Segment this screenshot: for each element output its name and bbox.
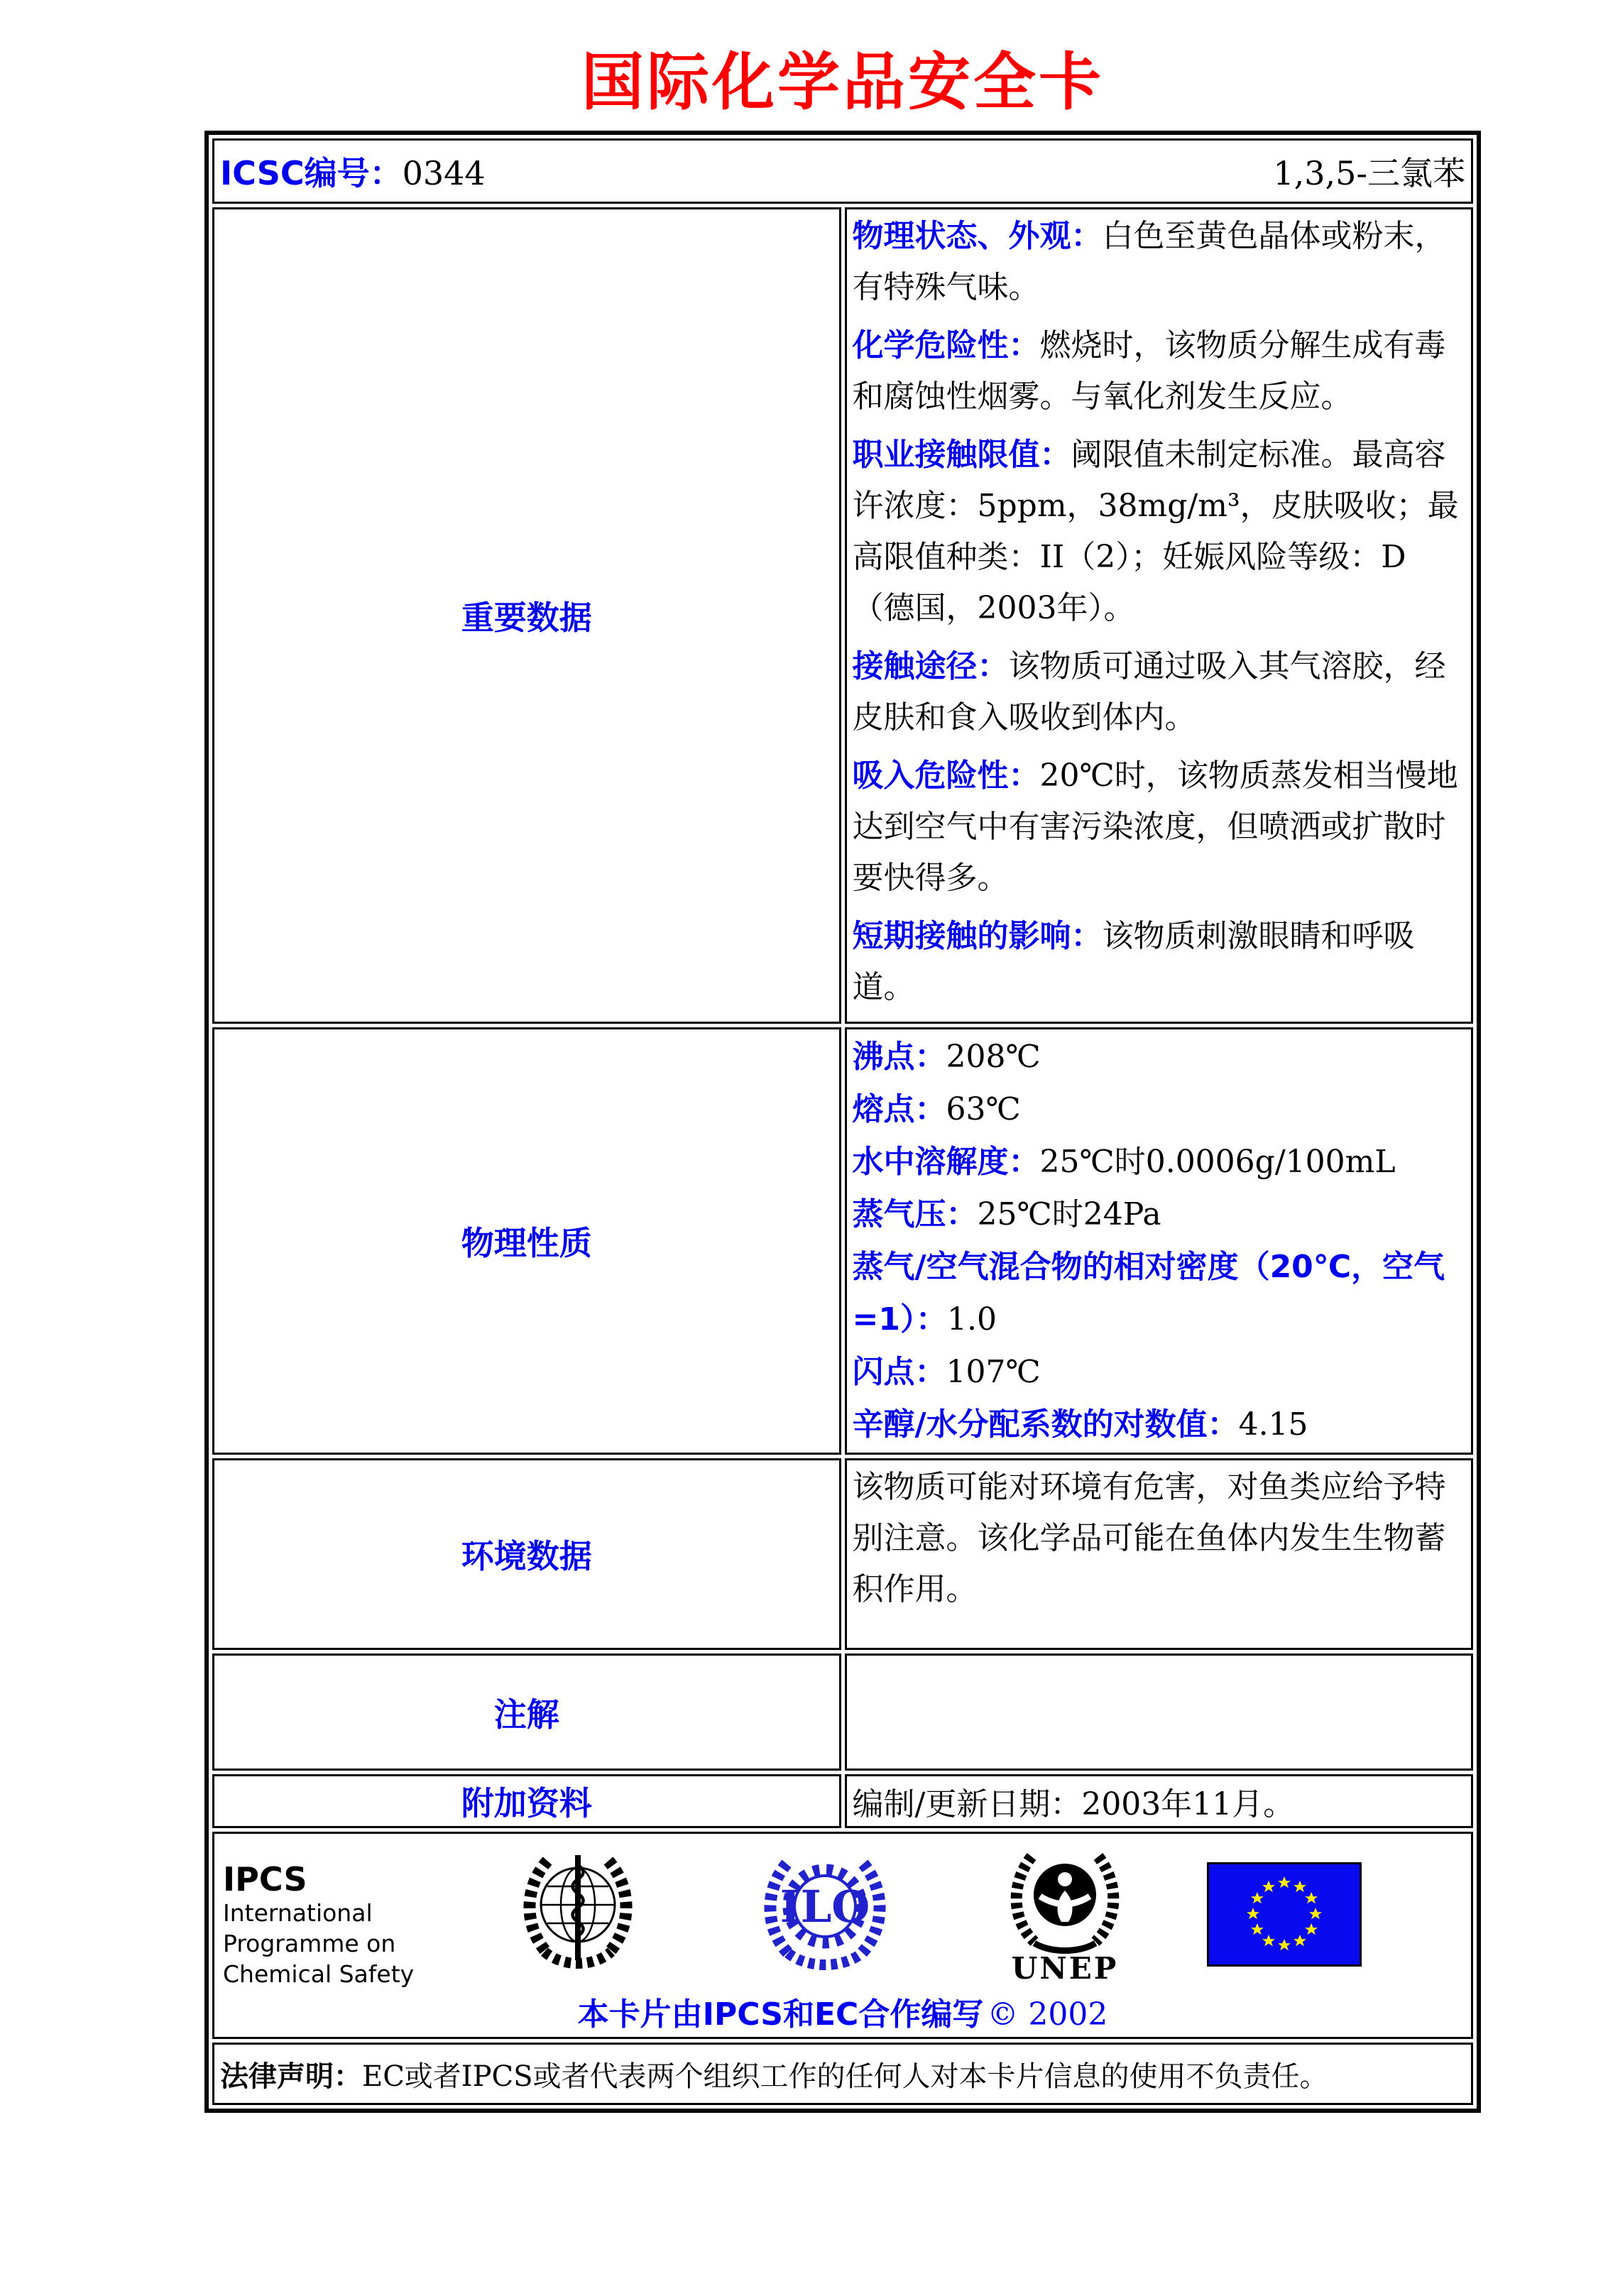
property-line: 闪点：107℃ bbox=[852, 1354, 1041, 1390]
credit-text: 本卡片由IPCS和EC合作编写 bbox=[577, 1996, 984, 2033]
important-item: 职业接触限值：阈限值未制定标准。最高容许浓度：5ppm，38mg/m³，皮肤吸收；最高限值种类：II（2）；妊娠风险等级：D（德国，2003年）。 bbox=[852, 437, 1459, 626]
property-line: 蒸气压：25℃时24Pa bbox=[852, 1196, 1161, 1232]
section-label-notes: 注解 bbox=[212, 1653, 841, 1771]
ipcs-line: Programme on bbox=[223, 1930, 396, 1957]
important-item: 吸入危险性：20℃时，该物质蒸发相当慢地达到空气中有害污染浓度，但喷洒或扩散时要快得多。 bbox=[852, 758, 1458, 896]
legal-label: 法律声明： bbox=[220, 2060, 362, 2093]
logos-row bbox=[212, 1832, 1473, 2039]
svg-text:ILO: ILO bbox=[780, 1881, 870, 1933]
credit-year: © 2002 bbox=[987, 1996, 1108, 2033]
important-item: 接触途径：该物质可通过吸入其气溶胶，经皮肤和食入吸收到体内。 bbox=[852, 648, 1446, 736]
notes-row bbox=[212, 1653, 1473, 1771]
section-label-environment: 环境数据 bbox=[212, 1458, 841, 1650]
important-item: 短期接触的影响：该物质刺激眼睛和呼吸道。 bbox=[852, 918, 1415, 1005]
important-item: 物理状态、外观：白色至黄色晶体或粉末，有特殊气味。 bbox=[852, 218, 1446, 305]
important-data-row bbox=[212, 207, 1473, 1024]
property-line: 沸点：208℃ bbox=[852, 1039, 1041, 1075]
unep-label: UNEP bbox=[1011, 1951, 1119, 1986]
section-label-additional: 附加资料 bbox=[212, 1774, 841, 1828]
environment-data-row bbox=[212, 1458, 1473, 1650]
legal-row bbox=[212, 2043, 1473, 2105]
ilo-logo-icon bbox=[755, 1841, 895, 1984]
property-line: 熔点：63℃ bbox=[852, 1091, 1021, 1127]
logo-strip bbox=[223, 1841, 1462, 1987]
section-label-physical: 物理性质 bbox=[212, 1027, 841, 1455]
chemical-name: 1,3,5-三氯苯 bbox=[1273, 154, 1465, 192]
section-label-important: 重要数据 bbox=[212, 207, 841, 1024]
icsc-number-label: ICSC编号： bbox=[220, 154, 403, 192]
credit-line bbox=[223, 1989, 1462, 2034]
ipcs-line: Chemical Safety bbox=[223, 1960, 415, 1988]
physical-properties-row bbox=[212, 1027, 1473, 1455]
important-data-content bbox=[845, 207, 1474, 1024]
environment-text: 该物质可能对环境有危害，对鱼类应给予特别注意。该化学品可能在鱼体内发生生物蓄积作用。 bbox=[852, 1469, 1446, 1607]
who-logo-icon bbox=[510, 1841, 645, 1981]
icsc-number-value: 0344 bbox=[402, 154, 486, 192]
page-title: 国际化学品安全卡 bbox=[581, 45, 1104, 119]
header-row bbox=[212, 138, 1473, 204]
header-cell bbox=[212, 138, 1473, 204]
ipcs-line: International bbox=[223, 1899, 373, 1927]
icsc-card-table bbox=[204, 131, 1481, 2113]
property-line: 蒸气/空气混合物的相对密度（20℃，空气=1）：1.0 bbox=[852, 1249, 1445, 1338]
important-item: 化学危险性：燃烧时，该物质分解生成有毒和腐蚀性烟雾。与氧化剂发生反应。 bbox=[852, 327, 1446, 415]
notes-content bbox=[845, 1653, 1474, 1771]
ipcs-title: IPCS bbox=[223, 1860, 307, 1898]
legal-text: EC或者IPCS或者代表两个组织工作的任何人对本卡片信息的使用不负责任。 bbox=[362, 2060, 1328, 2093]
eu-flag-icon bbox=[1207, 1841, 1362, 1967]
ipcs-text-block bbox=[223, 1841, 422, 1989]
property-line: 辛醇/水分配系数的对数值：4.15 bbox=[852, 1406, 1308, 1443]
additional-info-row bbox=[212, 1774, 1473, 1828]
additional-info-text: 编制/更新日期：2003年11月。 bbox=[852, 1786, 1295, 1822]
legal-cell bbox=[212, 2043, 1473, 2105]
logos-cell bbox=[212, 1832, 1473, 2039]
additional-info-content bbox=[845, 1774, 1474, 1828]
environment-data-content bbox=[845, 1458, 1474, 1650]
property-line: 水中溶解度：25℃时0.0006g/100mL bbox=[852, 1144, 1396, 1180]
icsc-number bbox=[220, 148, 486, 195]
physical-properties-content bbox=[845, 1027, 1474, 1455]
unep-logo-icon bbox=[1005, 1841, 1125, 1986]
